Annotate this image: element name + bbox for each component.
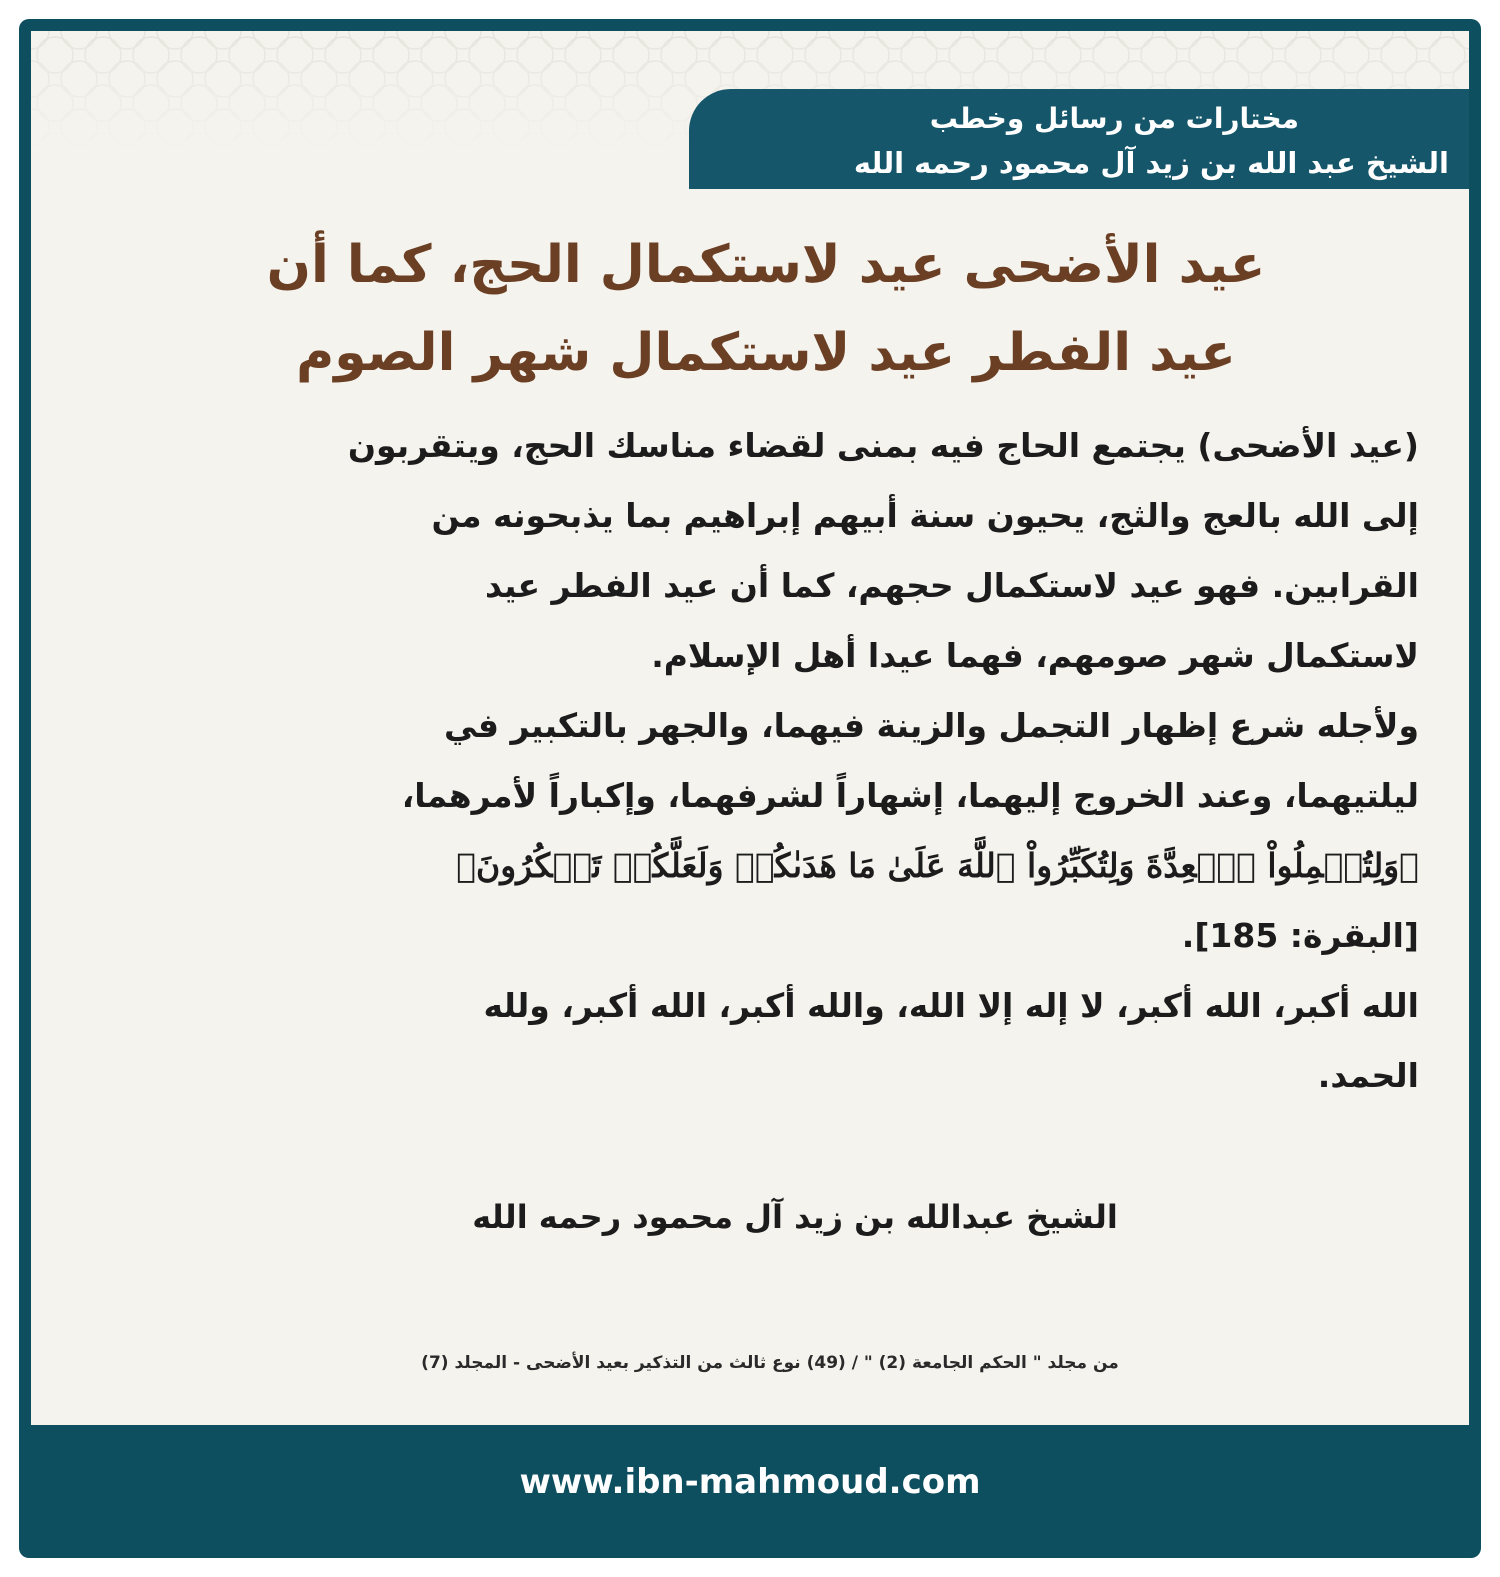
source-text: من مجلد " الحكم الجامعة (2) " / (49) نوع ثالث من التذكير بعيد الأضحى - المجلد (7) xyxy=(421,1353,1119,1373)
signature-text: الشيخ عبدالله بن زيد آل محمود رحمه الله xyxy=(472,1198,1118,1236)
source-citation xyxy=(31,1353,1469,1373)
body-line: الحمد. xyxy=(1317,1056,1419,1095)
body-line: القرابين. فهو عيد لاستكمال حجهم، كما أن عيد الفطر عيد xyxy=(484,566,1419,605)
body-line: الله أكبر، الله أكبر، لا إله إلا الله، والله أكبر، الله أكبر، ولله xyxy=(483,986,1419,1025)
quran-verse: ﴿وَلِتُكۡمِلُواْ ٱلۡعِدَّةَ وَلِتُكَبِّرُواْ ٱللَّهَ عَلَىٰ مَا هَدَىٰكُمۡ وَلَعَلَّكُمۡ تَشۡكُرُونَ﴾ xyxy=(456,846,1419,885)
body-line: إلى الله بالعج والثج، يحيون سنة أبيهم إبراهيم بما يذبحونه من xyxy=(431,496,1419,535)
header-subtitle: مختارات من رسائل وخطب xyxy=(929,102,1299,135)
title-line-1: عيد الأضحى عيد لاستكمال الحج، كما أن xyxy=(266,235,1266,295)
title-line-2: عيد الفطر عيد لاستكمال شهر الصوم xyxy=(296,323,1236,383)
body-line: ليلتيهما، وعند الخروج إليهما، إشهاراً لشرفهما، وإكباراً لأمرهما، xyxy=(401,776,1419,815)
page-title xyxy=(141,221,1391,397)
header-banner xyxy=(689,89,1469,189)
header-author: الشيخ عبد الله بن زيد آل محمود رحمه الله xyxy=(853,146,1449,180)
body-line: لاستكمال شهر صومهم، فهما عيدا أهل الإسلام. xyxy=(651,636,1419,675)
body-text xyxy=(169,411,1419,1111)
author-signature xyxy=(31,1198,1469,1236)
footer-url[interactable]: www.ibn-mahmoud.com xyxy=(519,1462,981,1502)
content-panel xyxy=(31,31,1469,1425)
body-line: ولأجله شرع إظهار التجمل والزينة فيهما، والجهر بالتكبير في xyxy=(443,706,1419,745)
body-line: (عيد الأضحى) يجتمع الحاج فيه بمنى لقضاء مناسك الحج، ويتقربون xyxy=(347,426,1419,465)
verse-reference: [البقرة: 185]. xyxy=(1181,916,1419,955)
